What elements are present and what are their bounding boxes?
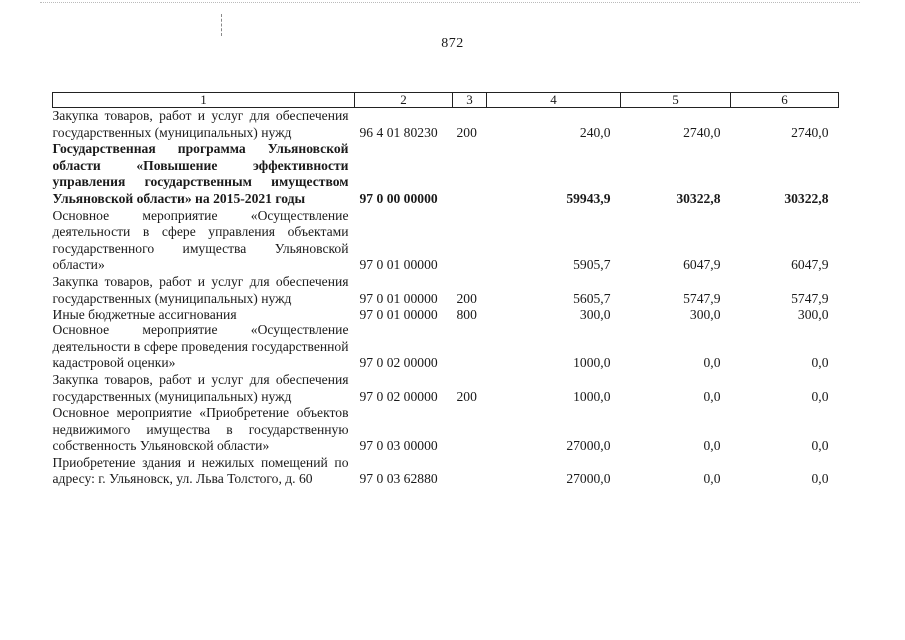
- row-value-1: 1000,0: [573, 388, 611, 404]
- row-value-2: 30322,8: [676, 190, 721, 206]
- budget-table: [52, 92, 839, 488]
- col-header-year2: 5: [621, 93, 731, 108]
- row-code: 97 0 01 00000: [359, 307, 438, 323]
- row-vr: [453, 322, 487, 372]
- row-value-3: 0,0: [811, 388, 829, 404]
- row-value-3: 0,0: [811, 471, 829, 487]
- row-value-3: 300,0: [797, 307, 829, 323]
- row-name: Закупка товаров, работ и услуг для обеспечения государственных (муниципальных) нужд: [52, 371, 349, 404]
- scan-artifact-line: [40, 2, 860, 4]
- row-code: 97 0 02 00000: [359, 388, 438, 404]
- table-row: [53, 274, 839, 307]
- row-value-3: 30322,8: [784, 190, 829, 206]
- row-vr: 800: [456, 307, 477, 323]
- row-code: 97 0 01 00000: [359, 257, 438, 273]
- row-value-1: 27000,0: [566, 471, 611, 487]
- table-row: [53, 372, 839, 405]
- row-value-3: 6047,9: [791, 257, 829, 273]
- row-value-1: 59943,9: [566, 190, 611, 206]
- row-name: Основное мероприятие «Приобретение объектов недвижимого имущества в государственную собственность Ульяновской области»: [52, 405, 349, 454]
- col-header-year3: 6: [731, 93, 839, 108]
- table-row: [53, 405, 839, 455]
- row-value-2: 300,0: [689, 307, 721, 323]
- row-value-1: 240,0: [579, 124, 611, 140]
- row-value-1: 300,0: [579, 307, 611, 323]
- col-header-code: 2: [355, 93, 453, 108]
- table-row: [53, 141, 839, 207]
- row-name: Основное мероприятие «Осуществление деятельности в сфере проведения государственной кадастровой оценки»: [52, 322, 349, 371]
- col-header-vr: 3: [453, 93, 487, 108]
- row-vr: [453, 455, 487, 488]
- row-name: Государственная программа Ульяновской области «Повышение эффективности управления государственным имуществом Ульяновской области» на 2015-2021 годы: [52, 141, 349, 206]
- row-value-2: 5747,9: [683, 290, 721, 306]
- row-code: 97 0 01 00000: [359, 290, 438, 306]
- row-value-1: 1000,0: [573, 355, 611, 371]
- row-value-3: 0,0: [811, 438, 829, 454]
- col-header-year1: 4: [487, 93, 621, 108]
- row-value-3: 0,0: [811, 355, 829, 371]
- row-code: 97 0 03 62880: [359, 471, 438, 487]
- row-code: 97 0 03 00000: [359, 438, 438, 454]
- col-header-name: 1: [53, 93, 355, 108]
- row-vr: [453, 208, 487, 274]
- row-vr: 200: [456, 388, 477, 404]
- row-vr: 200: [456, 290, 477, 306]
- row-value-1: 5605,7: [573, 290, 611, 306]
- row-vr: [453, 141, 487, 207]
- table-row: [53, 208, 839, 274]
- table-row: [53, 307, 839, 322]
- row-value-2: 2740,0: [683, 124, 721, 140]
- page-number: 872: [441, 36, 464, 51]
- row-vr: 200: [456, 124, 477, 140]
- row-code: 96 4 01 80230: [359, 124, 438, 140]
- table-row: [53, 322, 839, 372]
- row-value-2: 0,0: [703, 388, 721, 404]
- row-value-3: 5747,9: [791, 290, 829, 306]
- table-row: [53, 455, 839, 488]
- row-value-3: 2740,0: [791, 124, 829, 140]
- row-value-2: 6047,9: [683, 257, 721, 273]
- row-vr: [453, 405, 487, 455]
- row-value-2: 0,0: [703, 471, 721, 487]
- row-code: 97 0 02 00000: [359, 355, 438, 371]
- row-name: Иные бюджетные ассигнования: [52, 307, 237, 323]
- table-header-row: [53, 93, 839, 108]
- row-name: Приобретение здания и нежилых помещений по адресу: г. Ульяновск, ул. Льва Толстого, д. 60: [52, 454, 349, 487]
- table-row: [53, 108, 839, 142]
- row-value-2: 0,0: [703, 355, 721, 371]
- row-value-1: 27000,0: [566, 438, 611, 454]
- row-name: Закупка товаров, работ и услуг для обеспечения государственных (муниципальных) нужд: [52, 108, 349, 140]
- row-name: Основное мероприятие «Осуществление деятельности в сфере управления объектами государственного имущества Ульяновской области»: [52, 207, 349, 273]
- row-value-2: 0,0: [703, 438, 721, 454]
- row-code: 97 0 00 00000: [359, 190, 438, 206]
- row-value-1: 5905,7: [573, 257, 611, 273]
- row-name: Закупка товаров, работ и услуг для обеспечения государственных (муниципальных) нужд: [52, 273, 349, 306]
- scan-artifact-mark: [221, 14, 223, 36]
